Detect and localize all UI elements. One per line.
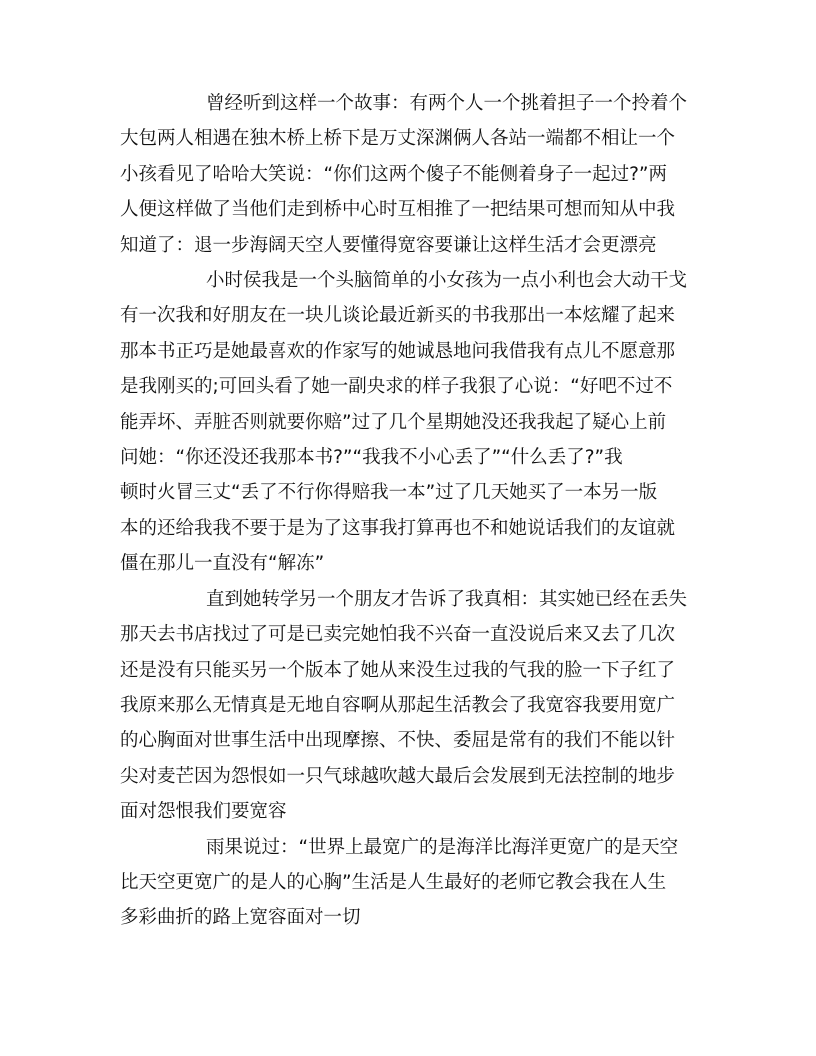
text-line: 知道了：退一步海阔天空人要懂得宽容要谦让这样生活才会更漂亮 — [120, 234, 657, 256]
document-page — [120, 86, 696, 936]
text-line: 小时侯我是一个头脑简单的小女孩为一点小利也会大动干戈 — [206, 270, 688, 292]
text-line: 人便这样做了当他们走到桥中心时互相推了一把结果可想而知从中我 — [120, 199, 676, 221]
text-line: 本的还给我我不要于是为了这事我打算再也不和她说话我们的友谊就 — [120, 517, 676, 539]
text-line: 是我刚买的;可回头看了她一副央求的样子我狠了心说：“好吧不过不 — [120, 376, 673, 398]
text-line: 小孩看见了哈哈大笑说：“你们这两个傻子不能侧着身子一起过?”两 — [120, 163, 667, 185]
text-line: 我原来那么无情真是无地自容啊从那起生活教会了我宽容我要用宽广 — [120, 694, 676, 716]
text-line: 多彩曲折的路上宽容面对一切 — [120, 907, 361, 929]
text-line: 曾经听到这样一个故事：有两个人一个挑着担子一个拎着个 — [206, 93, 688, 114]
text-line: 还是没有只能买另一个版本了她从来没生过我的气我的脸一下子红了 — [120, 659, 676, 681]
text-line: 能弄坏、弄脏否则就要你赔”过了几个星期她没还我我起了疑心上前 — [120, 411, 667, 433]
paragraph-3 — [120, 582, 696, 830]
text-line: 面对怨恨我们要宽容 — [120, 801, 287, 823]
text-line: 大包两人相遇在独木桥上桥下是万丈深渊俩人各站一端都不相让一个 — [120, 128, 676, 150]
text-line: 直到她转学另一个朋友才告诉了我真相：其实她已经在丢失 — [206, 588, 688, 610]
text-line: 有一次我和好朋友在一块儿谈论最近新买的书我那出一本炫耀了起来 — [120, 305, 676, 327]
text-line: 顿时火冒三丈“丢了不行你得赔我一本”过了几天她买了一本另一版 — [120, 482, 658, 504]
paragraph-1 — [120, 86, 696, 263]
text-line: 比天空更宽广的是人的心胸”生活是人生最好的老师它教会我在人生 — [120, 871, 667, 893]
text-line: 雨果说过：“世界上最宽广的是海洋比海洋更宽广的是天空 — [206, 836, 679, 858]
paragraph-4 — [120, 830, 696, 936]
text-line: 僵在那儿一直没有“解冻” — [120, 553, 325, 575]
text-line: 那天去书店找过了可是已卖完她怕我不兴奋一直没说后来又去了几次 — [120, 624, 676, 646]
text-line: 的心胸面对世事生活中出现摩擦、不快、委屈是常有的我们不能以针 — [120, 730, 676, 752]
text-line: 那本书正巧是她最喜欢的作家写的她诚恳地问我借我有点儿不愿意那 — [120, 340, 676, 362]
paragraph-2 — [120, 263, 696, 582]
text-line: 问她：“你还没还我那本书?”“我我不小心丢了”“什么丢了?”我 — [120, 447, 623, 469]
text-line: 尖对麦芒因为怨恨如一只气球越吹越大最后会发展到无法控制的地步 — [120, 765, 676, 787]
